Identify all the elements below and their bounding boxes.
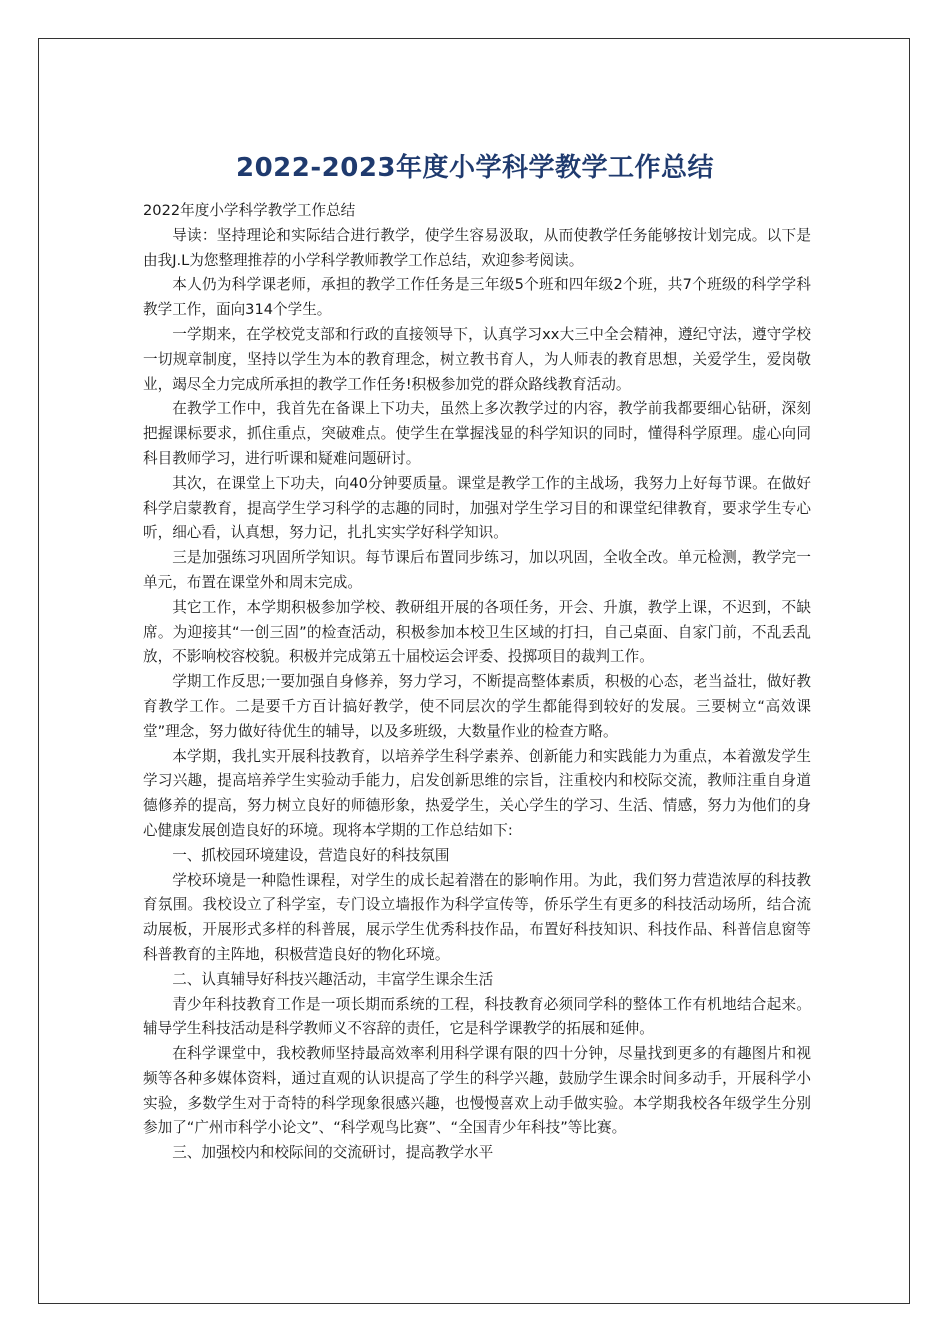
body-paragraph: 一学期来，在学校党支部和行政的直接领导下，认真学习xx大三中全会精神，遵纪守法，遵守学校一切规章制度，坚持以学生为本的教育理念，树立教书育人，为人师表的教育思想，关爱学生，爱岗敬业，竭尽全力完成所承担的教学工作任务!积极参加党的群众路线教育活动。: [143, 325, 811, 393]
body-paragraph: 学校环境是一种隐性课程，对学生的成长起着潜在的影响作用。为此，我们努力营造浓厚的科技教育氛围。我校设立了科学室，专门设立墙报作为科学宣传等，侨乐学生有更多的科技活动场所，结合流动展板，开展形式多样的科普展，展示学生优秀科技作品，布置好科技知识、科技作品、科普信息窗等科普教育的主阵地，积极营造良好的物化环境。: [143, 871, 811, 963]
body-paragraph: 本人仍为科学课老师，承担的教学工作任务是三年级5个班和四年级2个班，共7个班级的科学学科教学工作，面向314个学生。: [143, 276, 811, 319]
body-paragraph: 在教学工作中，我首先在备课上下功夫，虽然上多次教学过的内容，教学前我都要细心钻研，深刻把握课标要求，抓住重点，突破难点。使学生在掌握浅显的科学知识的同时，懂得科学原理。虚心向同科目教师学习，进行听课和疑难问题研讨。: [143, 400, 811, 467]
body-paragraph: 其次，在课堂上下功夫，向40分钟要质量。课堂是教学工作的主战场，我努力上好每节课。在做好科学启蒙教育，提高学生学习科学的志趣的同时，加强对学生学习目的和课堂纪律教育，要求学生专心听，细心看，认真想，努力记，扎扎实实学好科学知识。: [143, 474, 811, 542]
body-paragraph: 青少年科技教育工作是一项长期而系统的工程，科技教育必须同学科的整体工作有机地结合起来。辅导学生科技活动是科学教师义不容辞的责任，它是科学课教学的拓展和延伸。: [143, 995, 811, 1038]
section-heading: 三、加强校内和校际间的交流研讨，提高教学水平: [172, 1144, 494, 1162]
body-paragraph: 在科学课堂中，我校教师坚持最高效率利用科学课有限的四十分钟，尽量找到更多的有趣图片和视频等各种多媒体资料，通过直观的认识提高了学生的科学兴趣，鼓励学生课余时间多动手，开展科学小实验，多数学生对于奇特的科学现象很感兴趣，也慢慢喜欢上动手做实验。本学期我校各年级学生分别参加了“广州市科学小论文”、“科学观鸟比赛”、“全国青少年科技”等比赛。: [143, 1045, 811, 1137]
document-title: 2022-2023年度小学科学教学工作总结: [235, 153, 715, 184]
body-paragraph: 学期工作反思;一要加强自身修养，努力学习，不断提高整体素质，积极的心态，老当益壮，做好教育教学工作。二是要千方百计搞好教学，使不同层次的学生都能得到较好的发展。三要树立“高效课堂”理念，努力做好待优生的辅导，以及多班级，大数量作业的检查方略。: [143, 673, 811, 740]
document-body: [143, 199, 811, 1166]
section-heading: 二、认真辅导好科技兴趣活动，丰富学生课余生活: [172, 970, 494, 988]
section-heading: 一、抓校园环境建设，营造良好的科技氛围: [172, 846, 450, 864]
body-paragraph: 本学期，我扎实开展科技教育，以培养学生科学素养、创新能力和实践能力为重点，本着激发学生学习兴趣，提高培养学生实验动手能力，启发创新思维的宗旨，注重校内和校际交流，教师注重自身道德修养的提高，努力树立良好的师德形象，热爱学生，关心学生的学习、生活、情感，努力为他们的身心健康发展创造良好的环境。现将本学期的工作总结如下:: [143, 747, 811, 839]
body-paragraph: 三是加强练习巩固所学知识。每节课后布置同步练习，加以巩固，全收全改。单元检测，教学完一单元，布置在课堂外和周末完成。: [143, 549, 811, 591]
subtitle-paragraph: 2022年度小学科学教学工作总结: [143, 202, 356, 219]
body-paragraph: 导读：坚持理论和实际结合进行教学，使学生容易汲取，从而使教学任务能够按计划完成。以下是由我J.L为您整理推荐的小学科学教师教学工作总结，欢迎参考阅读。: [143, 226, 811, 269]
body-paragraph: 其它工作，本学期积极参加学校、教研组开展的各项任务，开会、升旗，教学上课，不迟到，不缺席。为迎接其“一创三固”的检查活动，积极参加本校卫生区域的打扫，自己桌面、自家门前，不乱丢乱放，不影响校容校貌。积极并完成第五十届校运会评委、投掷项目的裁判工作。: [143, 598, 811, 666]
